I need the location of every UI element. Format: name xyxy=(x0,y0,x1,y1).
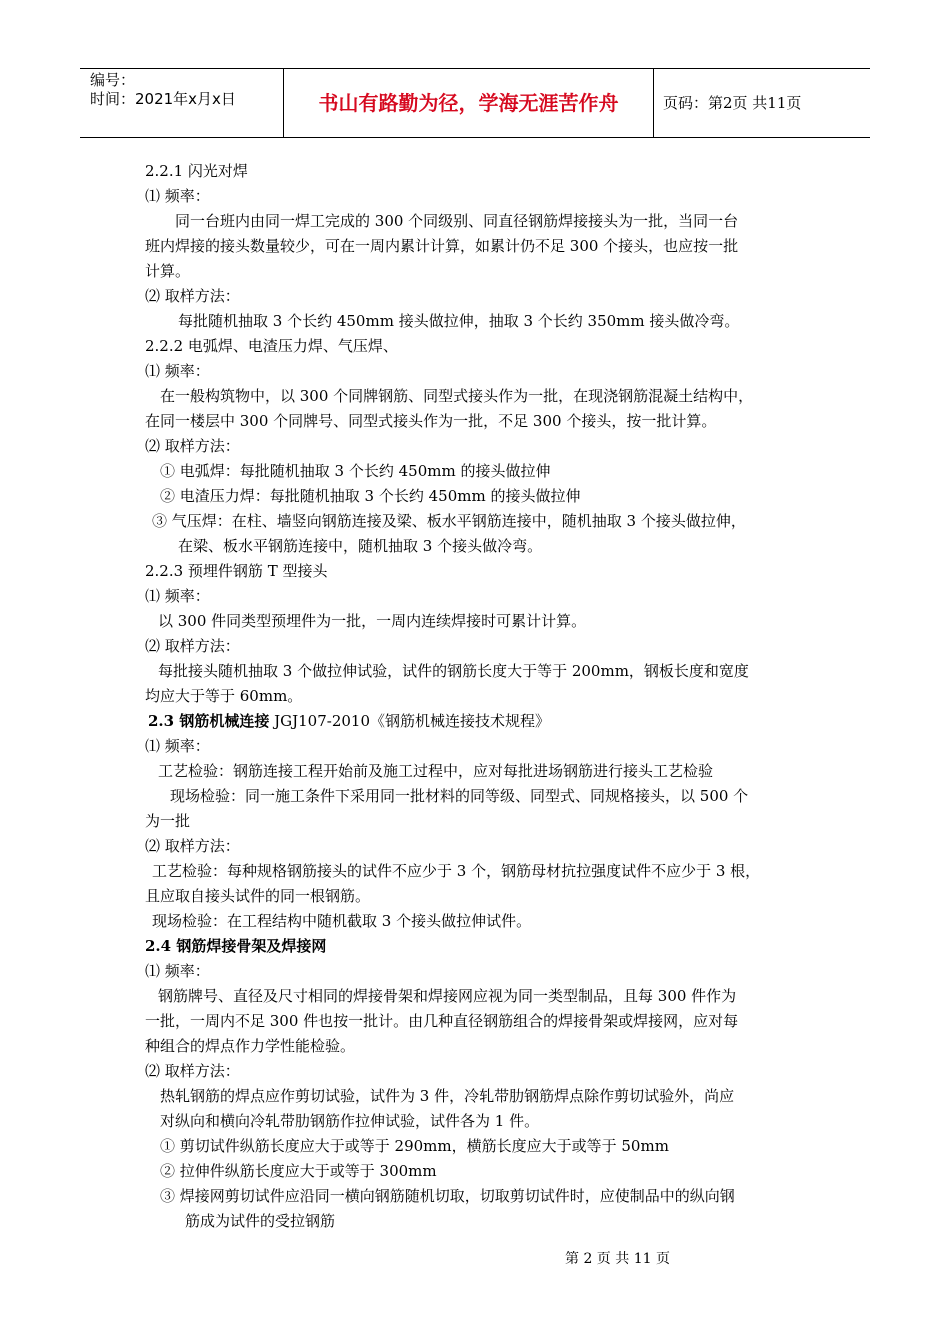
paragraph-line: 每批随机抽取 3 个长约 450mm 接头做拉伸，抽取 3 个长约 350mm 接头做冷弯。 xyxy=(178,312,740,330)
time-label: 时间：2021年x月x日 xyxy=(90,90,236,108)
page-footer: 第 2 页 共 11 页 xyxy=(565,1251,670,1267)
paragraph-line: 为一批 xyxy=(145,812,191,830)
paragraph-line: 且应取自接头试件的同一根钢筋。 xyxy=(145,887,371,905)
list-item: ① 剪切试件纵筋长度应大于或等于 290mm，横筋长度应大于或等于 50mm xyxy=(160,1137,669,1155)
paragraph-line: 每批接头随机抽取 3 个做拉伸试验，试件的钢筋长度大于等于 200mm，钢板长度和宽度 xyxy=(158,662,749,680)
subheading-frequency: ⑴ 频率： xyxy=(145,587,210,605)
subheading-frequency: ⑴ 频率： xyxy=(145,962,210,980)
header-motto: 书山有路勤为径，学海无涯苦作舟 xyxy=(318,91,619,115)
paragraph-line: 工艺检验：每种规格钢筋接头的试件不应少于 3 个，钢筋母材抗拉强度试件不应少于 3 根， xyxy=(152,862,761,880)
paragraph-line: 以 300 件同类型预埋件为一批，一周内连续焊接时可累计计算。 xyxy=(158,612,587,630)
section-heading-2-2-1: 2.2.1 闪光对焊 xyxy=(145,162,248,180)
section-title: 2.3 钢筋机械连接 xyxy=(148,712,270,730)
section-heading-2-2-3: 2.2.3 预埋件钢筋 T 型接头 xyxy=(145,562,328,580)
paragraph-line: 在一般构筑物中，以 300 个同牌钢筋、同型式接头作为一批，在现浇钢筋混凝土结构中， xyxy=(160,387,754,405)
paragraph-line: 现场检验：同一施工条件下采用同一批材料的同等级、同型式、同规格接头，以 500 个 xyxy=(170,787,749,805)
paragraph-line: 热轧钢筋的焊点应作剪切试验，试件为 3 件，冷轧带肋钢筋焊点除作剪切试验外，尚应 xyxy=(160,1087,735,1105)
list-item: ② 电渣压力焊：每批随机抽取 3 个长约 450mm 的接头做拉伸 xyxy=(160,487,581,505)
subheading-sampling: ⑵ 取样方法： xyxy=(145,437,240,455)
header-divider-right xyxy=(653,69,654,137)
standard-reference: JGJ107-2010《钢筋机械连接技术规程》 xyxy=(274,712,550,730)
header-info xyxy=(90,69,286,137)
header-page-code: 页码：第2页 共11页 xyxy=(663,94,802,112)
list-item: ② 拉伸件纵筋长度应大于或等于 300mm xyxy=(160,1162,437,1180)
section-heading-2-2-2: 2.2.2 电弧焊、电渣压力焊、气压焊、 xyxy=(145,337,398,355)
list-item: ③ 气压焊：在柱、墙竖向钢筋连接及梁、板水平钢筋连接中，随机抽取 3 个接头做拉伸， xyxy=(152,512,746,530)
paragraph-line: 均应大于等于 60mm。 xyxy=(145,687,303,705)
list-item: ③ 焊接网剪切试件应沿同一横向钢筋随机切取，切取剪切试件时，应使制品中的纵向钢 xyxy=(160,1187,735,1205)
paragraph-line: 班内焊接的接头数量较少，可在一周内累计计算，如累计仍不足 300 个接头，也应按一批 xyxy=(145,237,739,255)
section-heading-2-4: 2.4 钢筋焊接骨架及焊接网 xyxy=(145,937,327,955)
paragraph-line: 种组合的焊点作力学性能检验。 xyxy=(145,1037,356,1055)
list-item-continuation: 在梁、板水平钢筋连接中，随机抽取 3 个接头做冷弯。 xyxy=(178,537,543,555)
paragraph-line: 在同一楼层中 300 个同牌号、同型式接头作为一批，不足 300 个接头，按一批计算。 xyxy=(145,412,717,430)
subheading-sampling: ⑵ 取样方法： xyxy=(145,1062,240,1080)
paragraph-line: 钢筋牌号、直径及尺寸相同的焊接骨架和焊接网应视为同一类型制品，且每 300 件作为 xyxy=(158,987,737,1005)
subheading-sampling: ⑵ 取样方法： xyxy=(145,287,240,305)
paragraph-line: 计算。 xyxy=(145,262,191,280)
subheading-frequency: ⑴ 频率： xyxy=(145,362,210,380)
paragraph-line: 现场检验：在工程结构中随机截取 3 个接头做拉伸试件。 xyxy=(152,912,532,930)
paragraph-line: 对纵向和横向冷轧带肋钢筋作拉伸试验，试件各为 1 件。 xyxy=(160,1112,540,1130)
paragraph-line: 同一台班内由同一焊工完成的 300 个同级别、同直径钢筋焊接接头为一批，当同一台 xyxy=(175,212,739,230)
subheading-frequency: ⑴ 频率： xyxy=(145,187,210,205)
section-heading-2-3 xyxy=(148,711,550,731)
subheading-sampling: ⑵ 取样方法： xyxy=(145,837,240,855)
list-item-continuation: 筋成为试件的受拉钢筋 xyxy=(185,1212,336,1230)
page-header xyxy=(80,68,870,138)
paragraph-line: 工艺检验：钢筋连接工程开始前及施工过程中，应对每批进场钢筋进行接头工艺检验 xyxy=(158,762,714,780)
subheading-frequency: ⑴ 频率： xyxy=(145,737,210,755)
number-label: 编号： xyxy=(90,71,136,89)
subheading-sampling: ⑵ 取样方法： xyxy=(145,637,240,655)
list-item: ① 电弧焊：每批随机抽取 3 个长约 450mm 的接头做拉伸 xyxy=(160,462,551,480)
paragraph-line: 一批，一周内不足 300 件也按一批计。由几种直径钢筋组合的焊接骨架或焊接网，应对每 xyxy=(145,1012,739,1030)
